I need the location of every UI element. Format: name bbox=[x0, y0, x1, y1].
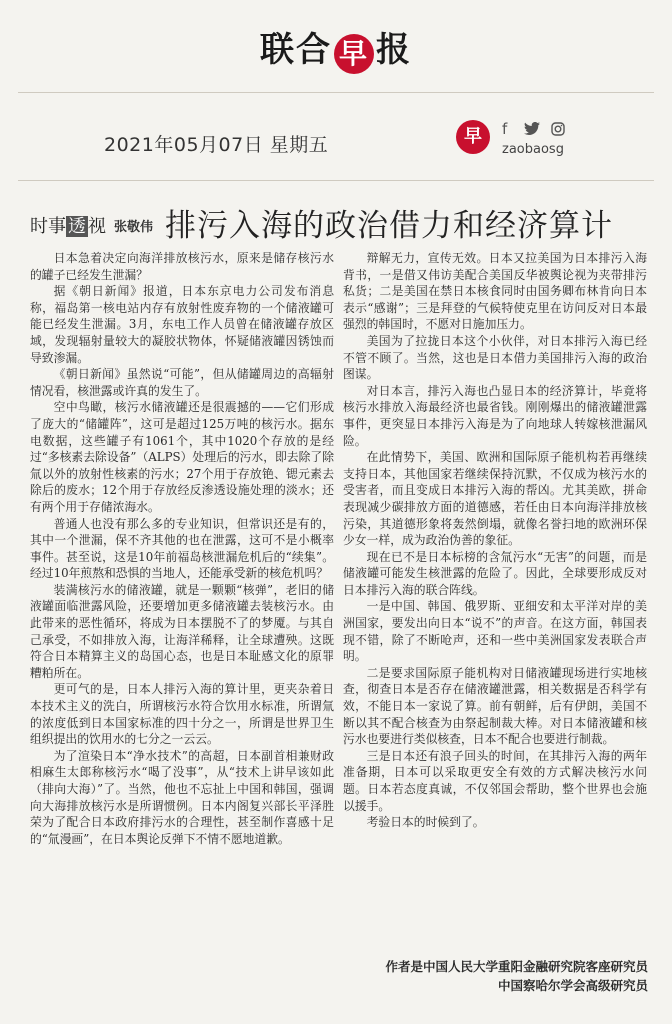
article-right-column bbox=[343, 250, 647, 831]
paragraph: 据《朝日新闻》报道，日本东京电力公司发布消息称，福岛第一核电站内存有放射性废弃物的一个储液罐可能已经发生泄漏。3月，东电工作人员曾在储液罐存放区域，发现辐射量较大的凝胶状物体，怀疑储液罐因锈蚀而导致渗漏。 bbox=[30, 284, 334, 365]
instagram-icon bbox=[551, 122, 565, 136]
column-tag-a: 时事 bbox=[30, 216, 66, 237]
column-author: 张敬伟 bbox=[114, 220, 154, 235]
paragraph: 空中鸟瞰，核污水储液罐还是很震撼的——它们形成了庞大的“储罐阵”，这可是超过125万吨的核污水。据东电数据，这些罐子有1061个，其中1020个存放的是经过“多核素去除设备”（ALPS）处理后的污水，即去除了除氚以外的放射性核素的污水；27个用于存放铯、锶元素去除后的废水；12个用于存放经反渗透设施处理的淡水；还有两个用于存储浓海水。 bbox=[30, 400, 334, 514]
paragraph: 辩解无力，宣传无效。日本又拉美国为日本排污入海背书，一是借又伟访美配合美国反华被舆论视为夹带排污私货；二是美国在禁日本核食同时由国务卿布林肯向日本表示“感谢”；三是拜登的气候特使克里在访问反对日本最强烈的韩国时，不愿对日施加压力。 bbox=[343, 251, 647, 332]
byline-line-2: 中国察哈尔学会高级研究员 bbox=[497, 978, 648, 993]
paragraph: 二是要求国际原子能机构对日储液罐现场进行实地核查，彻查日本是否存在储液罐泄露，相关数据是否科学有效，不能日本一家说了算。前有朝鲜，后有伊朗，美国不断以其不配合核查为由祭起制裁大棒。对日本储液罐和核污水也要进行类似核查，日本不配合也要进行制裁。 bbox=[343, 665, 647, 747]
paragraph: 美国为了拉拢日本这个小伙伴，对日本排污入海已经不管不顾了。当然，这也是日本借力美国排污入海的政治图谋。 bbox=[343, 333, 647, 382]
newspaper-logo bbox=[0, 22, 672, 74]
paragraph: 三是日本还有浪子回头的时间，在其排污入海的两年准备期，日本可以采取更安全有效的方式解决核污水问题。日本若态度真诚，不仅邻国会帮助，整个世界也会施以援手。 bbox=[343, 748, 647, 813]
paragraph: 为了渲染日本“净水技术”的高超，日本副首相兼财政相麻生太郎称核污水“喝了没事”，从“技术上讲早该如此（排向大海）”了。当然，他也不忘扯上中国和韩国，强调向大海排放核污水是所谓惯例。日本内阁复兴部长平泽胜荣为了配合日本政府排污水的合理性，甚至制作喜感十足的“氚漫画”，在日本舆论反弹下不情不愿地道歉。 bbox=[30, 748, 334, 846]
paragraph: 现在已不是日本标榜的含氚污水“无害”的问题，而是储液罐可能发生核泄露的危险了。因此，全球要形成反对日本排污入海的联合阵线。 bbox=[343, 549, 647, 597]
paragraph: 考验日本的时候到了。 bbox=[366, 815, 485, 830]
article-left-column bbox=[30, 250, 334, 847]
facebook-icon: f bbox=[502, 120, 514, 138]
paragraph: 更可气的是，日本人排污入海的算计里，更夹杂着日本技术主义的洗白，所谓核污水符合饮用水标准，所谓氚的浓度低到日本国家标准的四十分之一，所谓是世界卫生组织提出的饮用水的七分之一云云。 bbox=[30, 682, 334, 747]
paragraph: 日本急着决定向海洋排放核污水，原来是储存核污水的罐子已经发生泄漏？ bbox=[30, 251, 334, 282]
column-tag-c: 视 bbox=[88, 216, 106, 237]
social-icons bbox=[502, 120, 565, 138]
column-tag-b: 透 bbox=[68, 216, 86, 237]
zaobao-badge-icon: 早 bbox=[456, 120, 490, 154]
top-rule bbox=[18, 92, 654, 93]
paragraph: 装满核污水的储液罐，就是一颗颗“核弹”，老旧的储液罐面临泄露风险，还要增加更多储液罐去装核污水。由此带来的恶性循环，将成为日本摆脱不了的梦魇。与其自己承受，不如排放入海，让海洋稀释，让全球遭殃。这既符合日本精算主义的岛国心态，也是日本耻感文化的原罪糟粕所在。 bbox=[30, 582, 334, 680]
twitter-icon bbox=[524, 122, 540, 135]
paragraph: 在此情势下，美国、欧洲和国际原子能机构若再继续支持日本，其他国家若继续保持沉默，不仅成为核污水的受害者，而且变成日本排污入海的帮凶。尤其美欧，拼命表现减少碳排放方面的道德感，若任由日本向海洋排放核污染，其道德形象将轰然倒塌，就像名誉扫地的欧洲环保少女一样，成为政治伪善的象征。 bbox=[343, 450, 647, 548]
paragraph: 一是中国、韩国、俄罗斯、亚细安和太平洋对岸的美洲国家，要发出向日本“说不”的声音。在这方面，韩国表现不错，除了不断呛声，还和一些中美洲国家发表联合声明。 bbox=[343, 599, 647, 664]
paragraph: 对日本言，排污入海也凸显日本的经济算计，毕竟将核污水排放入海最经济也最省钱。刚刚爆出的储液罐泄露事件，更突显日本排污入海是为了向地球人转嫁核泄漏风险。 bbox=[343, 383, 647, 448]
column-tag bbox=[30, 212, 106, 238]
headline: 排污入海的政治借力和经济算计 bbox=[165, 208, 613, 244]
masthead bbox=[0, 0, 672, 92]
dateline: 2021年05月07日 星期五 bbox=[104, 134, 329, 156]
paragraph: 《朝日新闻》虽然说“可能”，但从储罐周边的高辐射情况看，核泄露或许真的发生了。 bbox=[30, 367, 334, 398]
brand-block bbox=[456, 120, 646, 162]
byline-line-1: 作者是中国人民大学重阳金融研究院客座研究员 bbox=[385, 959, 648, 974]
mid-rule bbox=[18, 180, 654, 181]
author-byline bbox=[385, 957, 648, 995]
paragraph: 普通人也没有那么多的专业知识，但常识还是有的，其中一个泄漏，保不齐其他的也在泄露，这可不是小概率事件。甚至说，这是10年前福岛核泄漏危机后的“续集”。经过10年煎熬和恐惧的当地人，还能承受新的核危机吗？ bbox=[30, 516, 334, 581]
logo-right: 报 bbox=[376, 30, 412, 70]
logo-mid: 早 bbox=[334, 34, 374, 74]
logo-left: 联合 bbox=[260, 30, 332, 70]
brand-handle: zaobaosg bbox=[502, 142, 564, 157]
